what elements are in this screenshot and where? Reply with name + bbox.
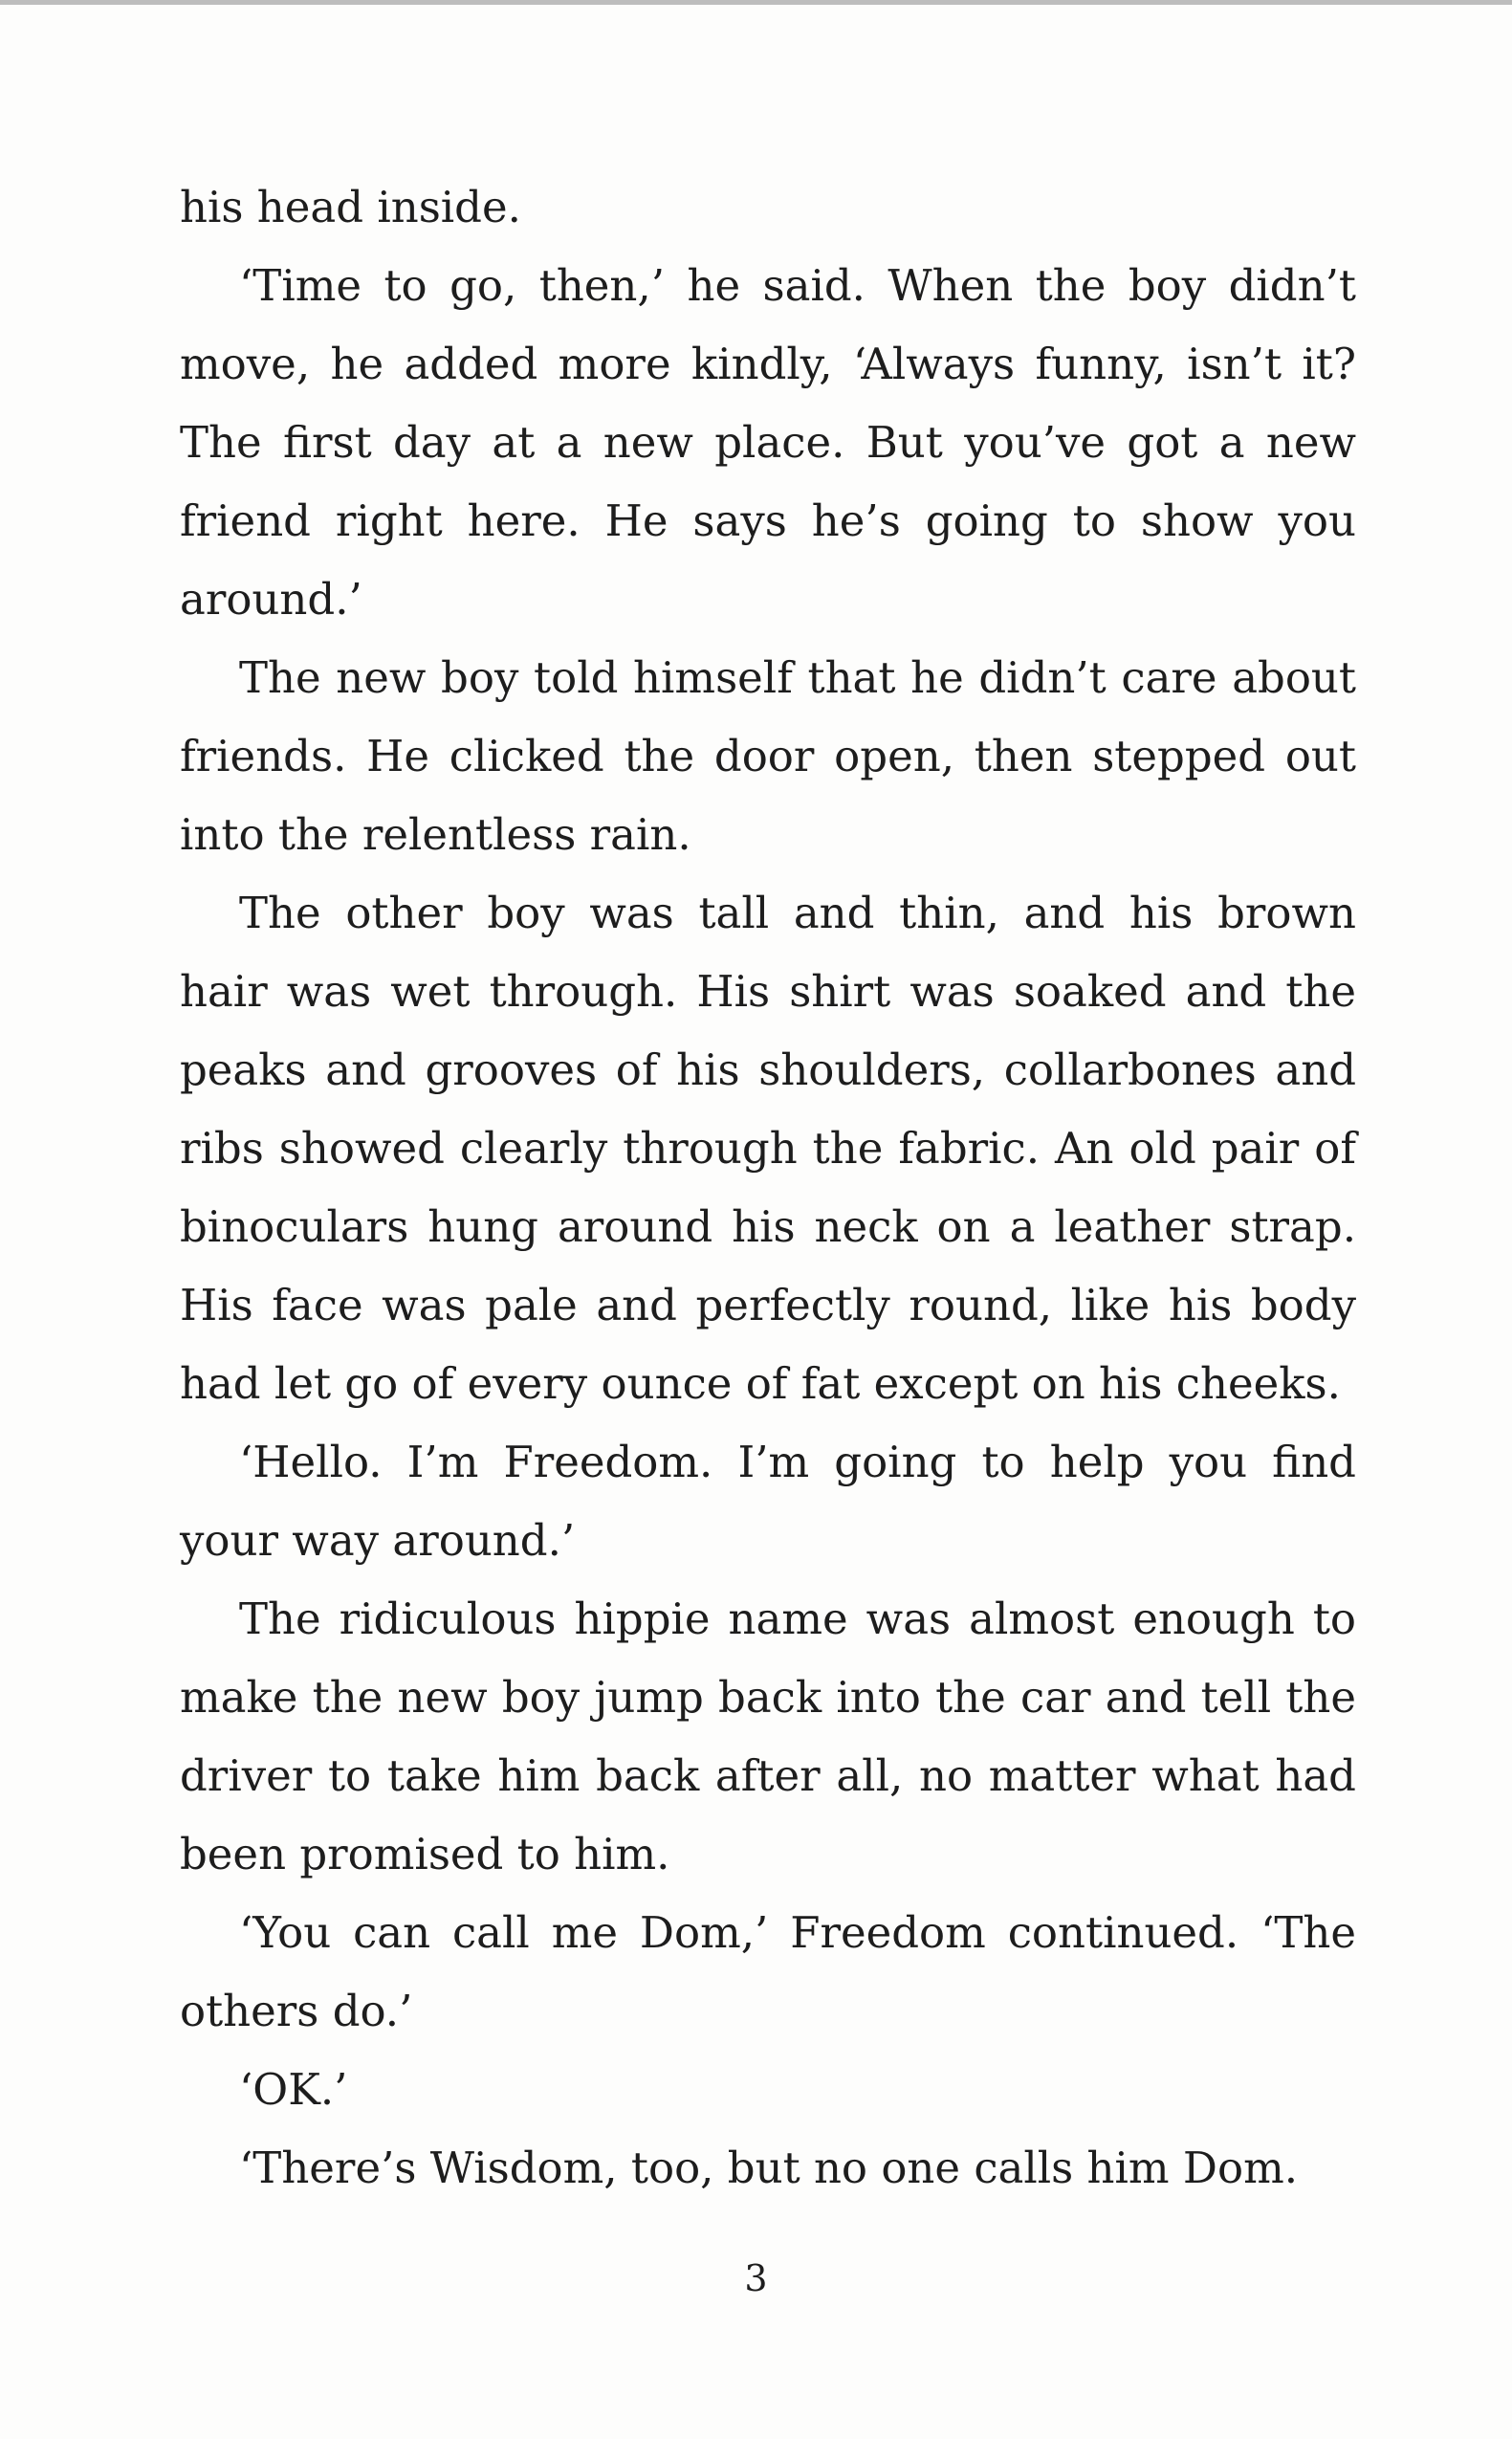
scan-edge xyxy=(0,0,1512,5)
paragraph: ‘OK.’ xyxy=(239,2064,348,2115)
page-number: 3 xyxy=(744,2257,768,2299)
paragraph: ‘Hello. I’m Freedom. I’m going to help you find your way around.’ xyxy=(180,1437,1356,1566)
paragraph: ‘There’s Wisdom, too, but no one calls him Dom. xyxy=(239,2142,1299,2193)
paragraph: ‘You can call me Dom,’ Freedom continued. ‘The others do.’ xyxy=(180,1907,1356,2036)
paragraph: The new boy told himself that he didn’t care about friends. He clicked the door open, then stepped out into the relentless rain. xyxy=(180,652,1356,860)
paragraph: ‘Time to go, then,’ he said. When the boy didn’t move, he added more kindly, ‘Always funny, isn’t it? The first day at a new place. But you’ve got a new friend right here. He says he’s going to show you around.’ xyxy=(180,260,1356,625)
paragraph: his head inside. xyxy=(180,182,521,232)
paragraph: The ridiculous hippie name was almost enough to make the new boy jump back into the car and tell the driver to take him back after all, no matter what had been promised to him. xyxy=(180,1593,1356,1879)
body-text xyxy=(180,168,1356,2208)
paragraph: The other boy was tall and thin, and his brown hair was wet through. His shirt was soaked and the peaks and grooves of his shoulders, collarbones and ribs showed clearly through the fabric. An old pair of binoculars hung around his neck on a leather strap. His face was pale and perfectly round, like his body had let go of every ounce of fat except on his cheeks. xyxy=(180,888,1356,1409)
